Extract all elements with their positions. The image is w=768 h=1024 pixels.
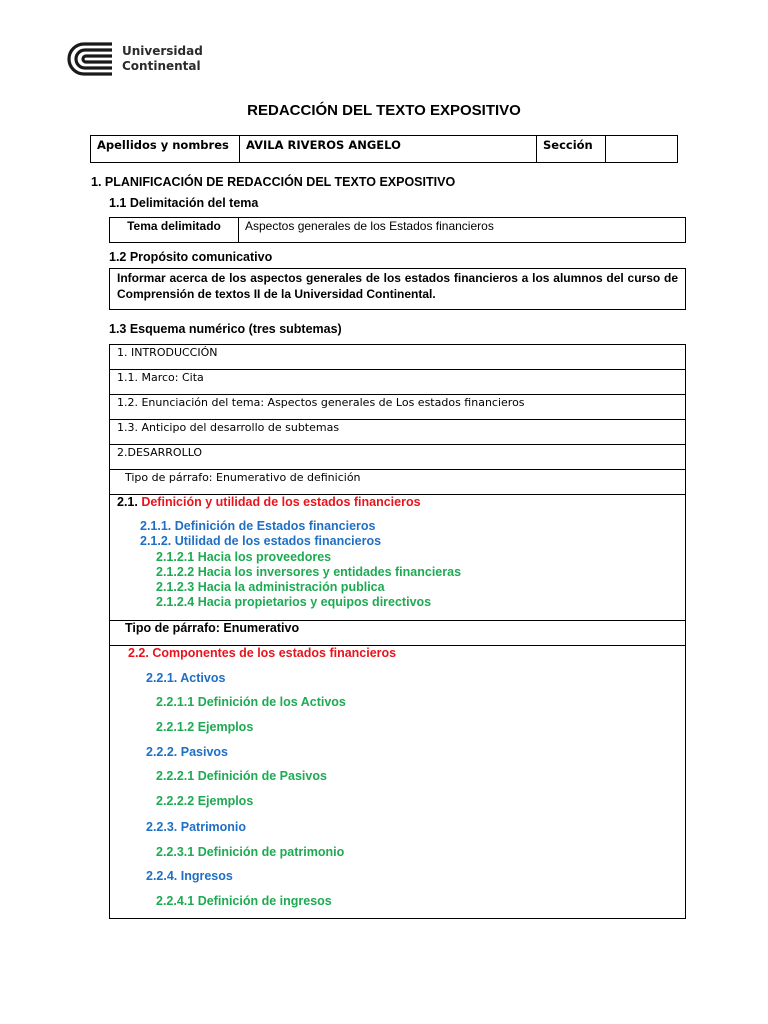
list-item: 2.2.1.1 Definición de los Activos — [156, 695, 346, 709]
outline-row-text: 2.DESARROLLO — [117, 446, 203, 459]
logo-wordmark — [122, 44, 203, 74]
list-item: 2.1.2.2 Hacia los inversores y entidades financieras — [156, 565, 462, 579]
name-label: Apellidos y nombres — [91, 136, 240, 163]
list-item: 2.2.3.1 Definición de patrimonio — [156, 845, 345, 859]
university-logo — [64, 40, 203, 78]
list-item: 2.1.2.3 Hacia la administración publica — [156, 580, 385, 594]
block-2-2-title: 2.2. Componentes de los estados financieros — [128, 646, 397, 660]
outline-table — [109, 344, 686, 919]
list-item: 2.2.3. Patrimonio — [146, 820, 247, 834]
section-label: Sección — [537, 136, 606, 163]
section-1-heading: 1. PLANIFICACIÓN DE REDACCIÓN DEL TEXTO EXPOSITIVO — [91, 175, 456, 189]
list-item: 2.2.4.1 Definición de ingresos — [156, 894, 332, 908]
outline-row-text: Tipo de párrafo: Enumerativo de definición — [125, 471, 361, 484]
outline-row-text: Tipo de párrafo: Enumerativo — [125, 621, 300, 635]
outline-row-text: 1.2. Enunciación del tema: Aspectos generales de Los estados financieros — [117, 396, 525, 409]
tema-label: Tema delimitado — [110, 218, 239, 243]
outline-row — [110, 370, 685, 395]
list-item: 2.2.1.2 Ejemplos — [156, 720, 254, 734]
list-item: 2.2.4. Ingresos — [146, 869, 233, 883]
section-1-3-heading: 1.3 Esquema numérico (tres subtemas) — [109, 322, 342, 336]
outline-row — [110, 445, 685, 470]
outline-block-2-1 — [110, 495, 685, 621]
outline-block-2-2 — [110, 646, 685, 919]
list-item: 2.1.1. Definición de Estados financieros — [140, 519, 376, 533]
block-2-1-heading — [117, 495, 421, 509]
logo-line-2: Continental — [122, 59, 201, 73]
name-value: AVILA RIVEROS ANGELO — [240, 136, 537, 163]
list-item: 2.1.2.4 Hacia propietarios y equipos directivos — [156, 595, 432, 609]
outline-row-text: 1. INTRODUCCIÓN — [117, 346, 218, 359]
list-item: 2.2.2.1 Definición de Pasivos — [156, 769, 327, 783]
outline-row — [110, 621, 685, 646]
university-continental-logo-icon — [64, 40, 114, 78]
outline-row-text: 1.3. Anticipo del desarrollo de subtemas — [117, 421, 340, 434]
identity-table — [90, 135, 678, 163]
outline-row — [110, 395, 685, 420]
list-item: 2.1.2.1 Hacia los proveedores — [156, 550, 332, 564]
list-item: 2.2.1. Activos — [146, 671, 226, 685]
outline-row — [110, 420, 685, 445]
tema-value: Aspectos generales de los Estados financieros — [239, 218, 686, 243]
list-item: 2.1.2. Utilidad de los estados financieros — [140, 534, 382, 548]
list-item: 2.2.2. Pasivos — [146, 745, 229, 759]
list-item: 2.2.2.2 Ejemplos — [156, 794, 254, 808]
purpose-box: Informar acerca de los aspectos generales de los estados financieros a los alumnos del curso de Comprensión de textos II de la Universidad Continental. — [109, 268, 686, 310]
section-value — [606, 136, 678, 163]
section-1-2-heading: 1.2 Propósito comunicativo — [109, 250, 273, 264]
page-title: REDACCIÓN DEL TEXTO EXPOSITIVO — [247, 102, 521, 119]
tema-table — [109, 217, 686, 243]
outline-row — [110, 470, 685, 495]
logo-line-1: Universidad — [122, 44, 203, 58]
outline-row — [110, 345, 685, 370]
outline-row-text: 1.1. Marco: Cita — [117, 371, 204, 384]
block-2-1-title: Definición y utilidad de los estados financieros — [141, 495, 421, 509]
section-1-1-heading: 1.1 Delimitación del tema — [109, 196, 259, 210]
block-2-1-number: 2.1. — [117, 495, 142, 509]
